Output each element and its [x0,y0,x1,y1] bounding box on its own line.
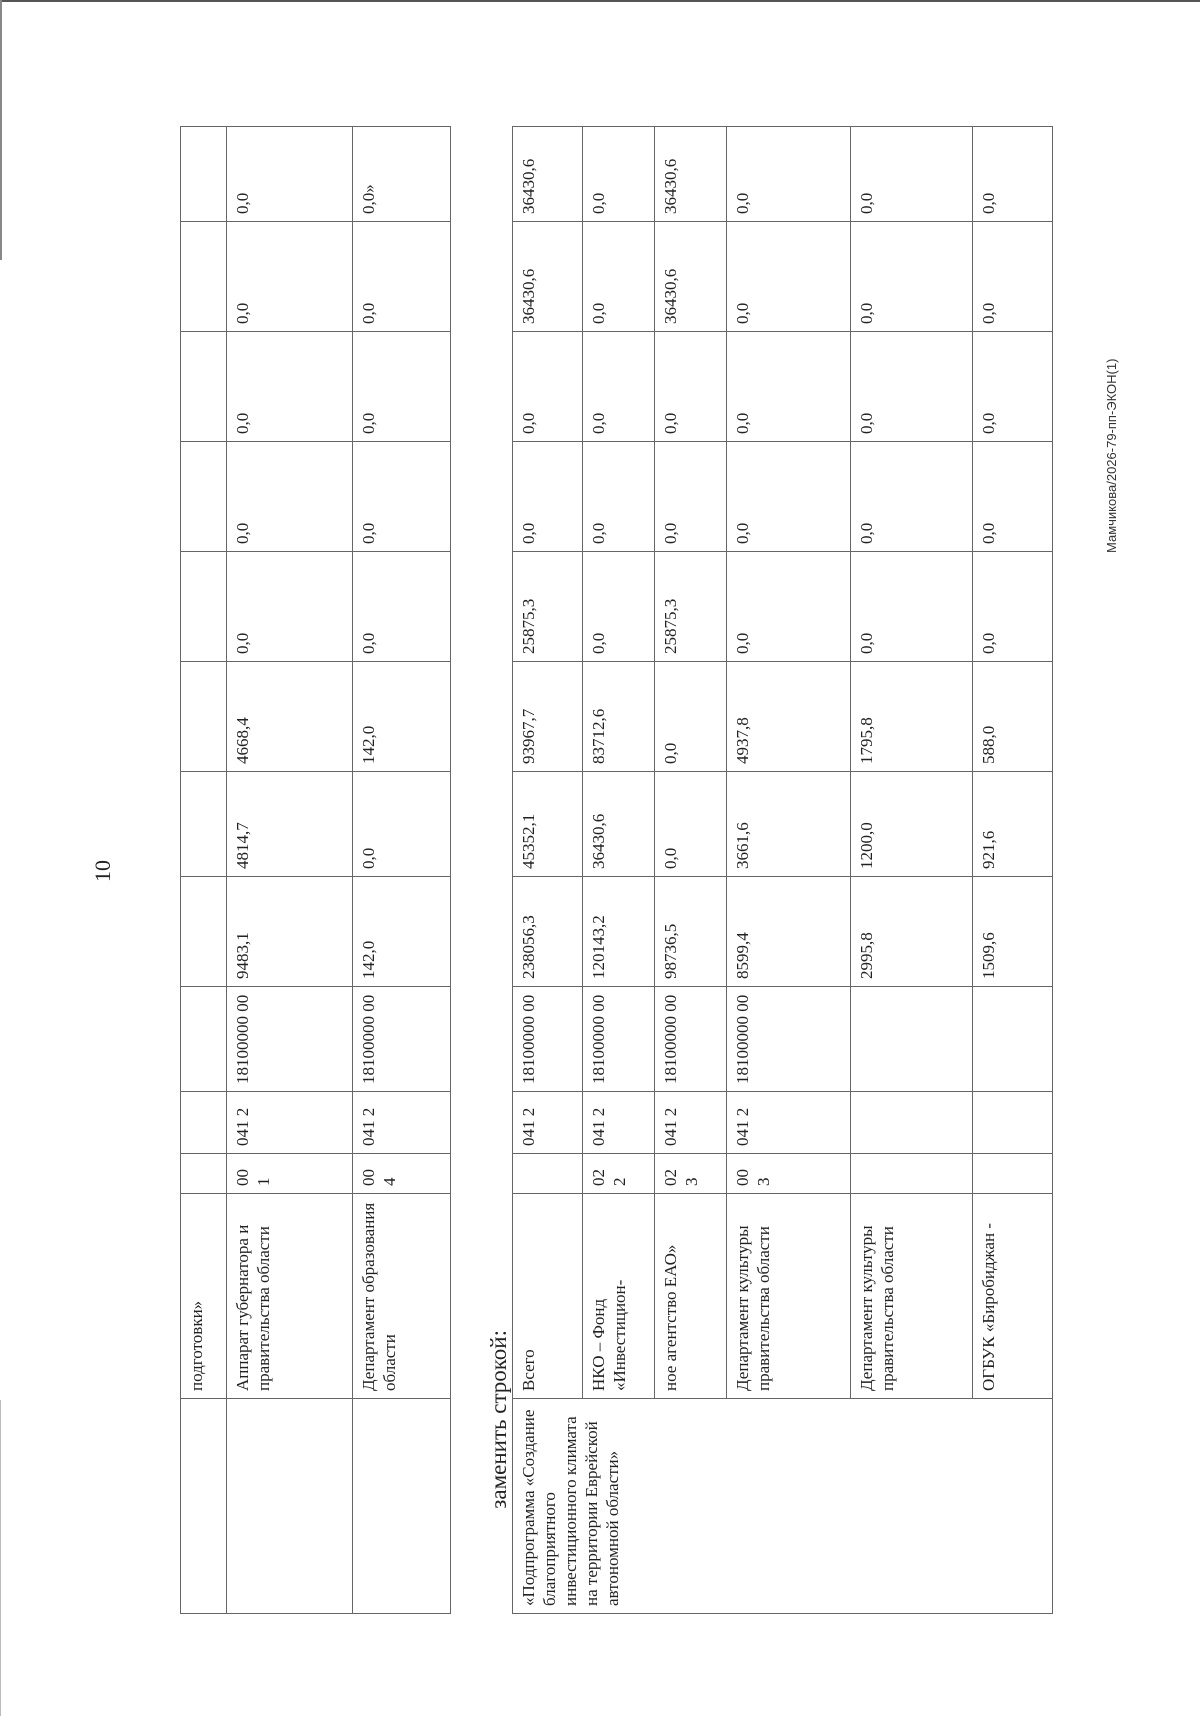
value-cell: 0,0 [655,442,727,552]
value-cell: 0,0 [851,442,973,552]
program-cell [181,1399,227,1614]
value-cell: 0,0 [583,127,655,222]
value-cell: 4668,4 [227,662,353,772]
value-cell: 921,6 [973,772,1053,877]
funding-table-previous [180,127,450,1614]
funding-table-replacement [512,127,1052,1614]
value-cell: 0,0 [851,332,973,442]
code-cell [851,1154,973,1194]
executor-cell: Всего [513,1194,583,1399]
table-row [513,127,583,1614]
code-cell: 18100000 00 [353,987,451,1092]
value-cell: 0,0 [655,332,727,442]
code-cell: 18100000 00 [513,987,583,1092]
value-cell: 0,0 [583,442,655,552]
scan-top-edge [0,0,1200,2]
value-cell: 0,0 [851,552,973,662]
code-cell: 02 2 [583,1154,655,1194]
total-cell: 142,0 [353,877,451,987]
code-cell: 041 2 [353,1092,451,1154]
value-cell: 3661,6 [727,772,851,877]
value-cell [181,442,227,552]
code-cell: 041 2 [583,1092,655,1154]
code-cell: 00 4 [353,1154,451,1194]
value-cell: 4937,8 [727,662,851,772]
code-cell: 041 2 [227,1092,353,1154]
value-cell: 0,0 [353,552,451,662]
value-cell: 36430,6 [513,127,583,222]
table-row [655,127,727,1614]
scan-left-edge [0,0,2,260]
value-cell: 0,0 [727,222,851,332]
value-cell [181,772,227,877]
code-cell: 18100000 00 [655,987,727,1092]
value-cell: 0,0 [973,552,1053,662]
program-cell [353,1399,451,1614]
value-cell: 0,0 [353,442,451,552]
value-cell: 0,0 [973,332,1053,442]
executor-cell: подготовки» [181,1194,227,1399]
code-cell: 00 3 [727,1154,851,1194]
value-cell: 4814,7 [227,772,353,877]
code-cell: 041 2 [727,1092,851,1154]
value-cell: 0,0 [353,332,451,442]
scan-left-edge-lower [0,1400,1,1716]
value-cell: 142,0 [353,662,451,772]
value-cell: 0,0 [227,332,353,442]
executor-cell: НКО – Фонд «Инвестицион- [583,1194,655,1399]
executor-cell: Департамент культуры правительства области [727,1194,851,1399]
code-cell [851,987,973,1092]
code-cell [181,1154,227,1194]
value-cell: 1795,8 [851,662,973,772]
code-cell: 18100000 00 [227,987,353,1092]
value-cell: 0,0 [513,442,583,552]
value-cell: 36430,6 [655,222,727,332]
code-cell [181,987,227,1092]
table-row [227,127,353,1614]
value-cell: 0,0 [851,127,973,222]
code-cell [973,1154,1053,1194]
value-cell: 0,0 [655,772,727,877]
value-cell: 0,0 [583,222,655,332]
value-cell: 0,0 [973,127,1053,222]
value-cell: 1200,0 [851,772,973,877]
executor-cell: ное агентство ЕАО» [655,1194,727,1399]
table-row [583,127,655,1614]
code-cell: 18100000 00 [583,987,655,1092]
code-cell [973,1092,1053,1154]
code-cell: 00 1 [227,1154,353,1194]
table-row [353,127,451,1614]
value-cell: 0,0 [227,222,353,332]
code-cell: 18100000 00 [727,987,851,1092]
total-cell: 98736,5 [655,877,727,987]
value-cell: 588,0 [973,662,1053,772]
value-cell: 0,0 [227,552,353,662]
total-cell: 120143,2 [583,877,655,987]
document-code: Мамчикова/2026-79-пп-ЭКОН(1) [1104,358,1119,553]
subprogram-name-cell: «Подпрограмма «Создание благоприятного инвестиционного климата на территории Еврейской автономной области» [513,1399,1053,1614]
replace-heading: заменить строкой: [486,1330,511,1509]
value-cell: 0,0 [727,552,851,662]
value-cell: 36430,6 [655,127,727,222]
total-cell: 2995,8 [851,877,973,987]
table-row [727,127,851,1614]
value-cell: 36430,6 [583,772,655,877]
table-row [181,127,227,1614]
code-cell [851,1092,973,1154]
value-cell: 0,0 [227,442,353,552]
value-cell: 0,0 [851,222,973,332]
value-cell: 0,0 [583,552,655,662]
executor-cell: Аппарат губернатора и правительства области [227,1194,353,1399]
code-cell: 041 2 [513,1092,583,1154]
value-cell [181,127,227,222]
value-cell: 83712,6 [583,662,655,772]
value-cell: 0,0 [513,332,583,442]
total-cell: 9483,1 [227,877,353,987]
code-cell [513,1154,583,1194]
page-number: 10 [90,860,115,882]
value-cell: 0,0» [353,127,451,222]
value-cell: 0,0 [727,332,851,442]
total-cell [181,877,227,987]
value-cell: 45352,1 [513,772,583,877]
executor-cell: Департамент образования области [353,1194,451,1399]
code-cell [181,1092,227,1154]
value-cell: 93967,7 [513,662,583,772]
value-cell: 25875,3 [655,552,727,662]
value-cell: 0,0 [727,442,851,552]
executor-cell: Департамент культуры правительства области [851,1194,973,1399]
table-row [851,127,973,1614]
value-cell [181,662,227,772]
program-cell [227,1399,353,1614]
value-cell: 25875,3 [513,552,583,662]
value-cell: 0,0 [973,442,1053,552]
value-cell: 0,0 [583,332,655,442]
value-cell: 0,0 [353,222,451,332]
code-cell [973,987,1053,1092]
value-cell [181,552,227,662]
total-cell: 238056,3 [513,877,583,987]
total-cell: 1509,6 [973,877,1053,987]
value-cell: 0,0 [727,127,851,222]
table-row [973,127,1053,1614]
value-cell [181,222,227,332]
code-cell: 02 3 [655,1154,727,1194]
total-cell: 8599,4 [727,877,851,987]
code-cell: 041 2 [655,1092,727,1154]
value-cell [181,332,227,442]
executor-cell: ОГБУК «Биробиджан - [973,1194,1053,1399]
value-cell: 0,0 [973,222,1053,332]
value-cell: 0,0 [353,772,451,877]
value-cell: 0,0 [655,662,727,772]
value-cell: 36430,6 [513,222,583,332]
value-cell: 0,0 [227,127,353,222]
